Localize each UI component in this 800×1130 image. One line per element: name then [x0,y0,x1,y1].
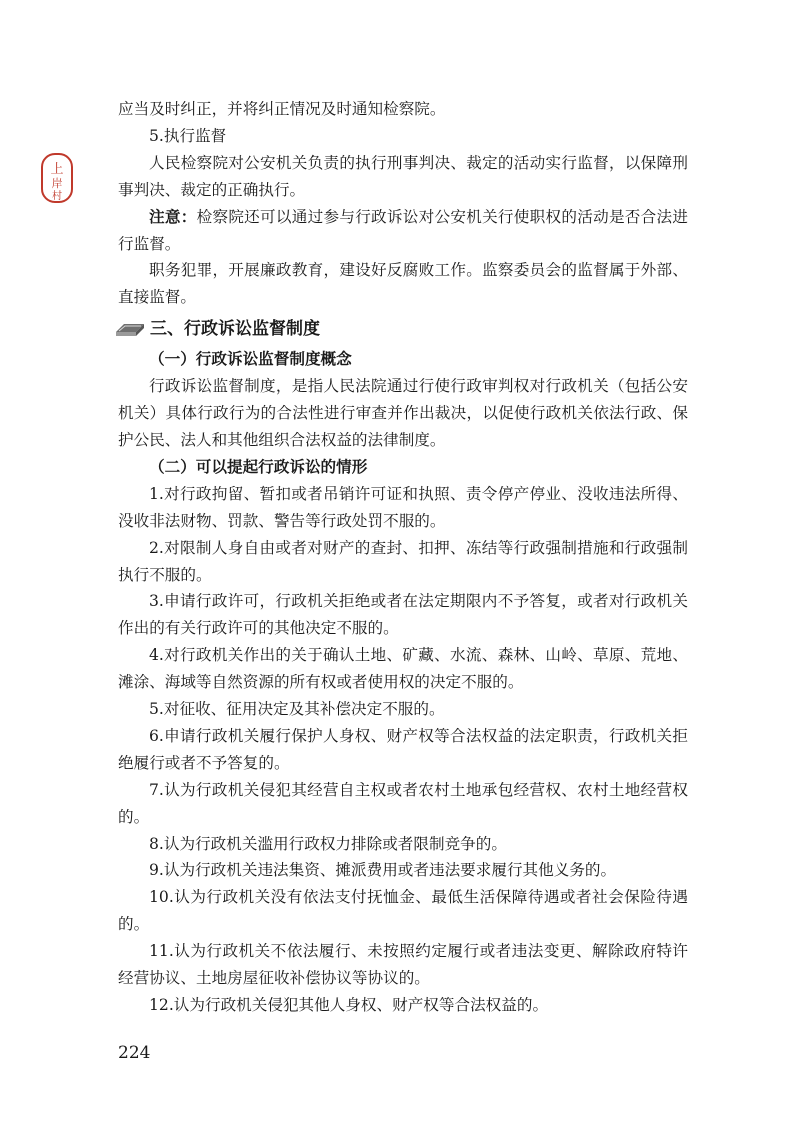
list-item: 6.申请行政机关履行保护人身权、财产权等合法权益的法定职责，行政机关拒绝履行或者不予答复的。 [118,726,688,772]
list-item: 4.对行政机关作出的关于确认土地、矿藏、水流、森林、山岭、草原、荒地、滩涂、海域等自然资源的所有权或者使用权的决定不服的。 [118,646,688,692]
list-item: 3.申请行政许可，行政机关拒绝或者在法定期限内不予答复，或者对行政机关作出的有关行政许可的其他决定不服的。 [118,592,688,638]
page-number: 224 [118,1043,151,1063]
list-item: 8.认为行政机关滥用行政权力排除或者限制竞争的。 [149,834,507,853]
list-item: 9.认为行政机关违法集资、摊派费用或者违法要求履行其他义务的。 [149,861,617,880]
paragraph: 职务犯罪，开展廉政教育，建设好反腐败工作。监察委员会的监督属于外部、直接监督。 [118,261,688,307]
list-item: 1.对行政拘留、暂扣或者吊销许可证和执照、责令停产停业、没收违法所得、没收非法财物、罚款、警告等行政处罚不服的。 [118,484,688,530]
paragraph: 人民检察院对公安机关负责的执行刑事判决、裁定的活动实行监督，以保障刑事判决、裁定的正确执行。 [118,153,688,199]
list-item: 5.对征收、征用决定及其补偿决定不服的。 [149,700,445,719]
section-title: 三、行政诉讼监督制度 [150,319,320,340]
note-text: 检察院还可以通过参与行政诉讼对公安机关行使职权的活动是否合法进行监督。 [118,207,688,253]
note-paragraph [118,204,688,258]
list-item: 11.认为行政机关不依法履行、未按照约定履行或者违法变更、解除政府特许经营协议、土地房屋征收补偿协议等协议的。 [118,942,688,988]
subsection-title: （一）行政诉讼监督制度概念 [149,350,352,369]
list-item: 10.认为行政机关没有依法支付抚恤金、最低生活保障待遇或者社会保险待遇的。 [118,888,688,934]
svg-text:上: 上 [50,162,64,177]
item-heading: 5.执行监督 [149,126,227,145]
book-icon [114,320,148,338]
section-heading [114,315,688,343]
paragraph: 行政诉讼监督制度，是指人民法院通过行使行政审判权对行政机关（包括公安机关）具体行政行为的合法性进行审查并作出裁决，以促使行政机关依法行政、保护公民、法人和其他组织合法权益的法律制度。 [118,377,688,449]
list-item: 7.认为行政机关侵犯其经营自主权或者农村土地承包经营权、农村土地经营权的。 [118,780,688,826]
list-item: 2.对限制人身自由或者对财产的查封、扣押、冻结等行政强制措施和行政强制执行不服的。 [118,538,688,584]
svg-text:村: 村 [52,191,62,202]
seal-stamp-icon [40,152,74,204]
list-item: 12.认为行政机关侵犯其他人身权、财产权等合法权益的。 [149,996,549,1014]
paragraph: 应当及时纠正，并将纠正情况及时通知检察院。 [118,100,446,118]
body-text [118,96,688,1019]
note-label: 注意： [149,207,197,226]
svg-text:岸: 岸 [51,177,63,190]
subsection-title: （二）可以提起行政诉讼的情形 [149,457,368,476]
